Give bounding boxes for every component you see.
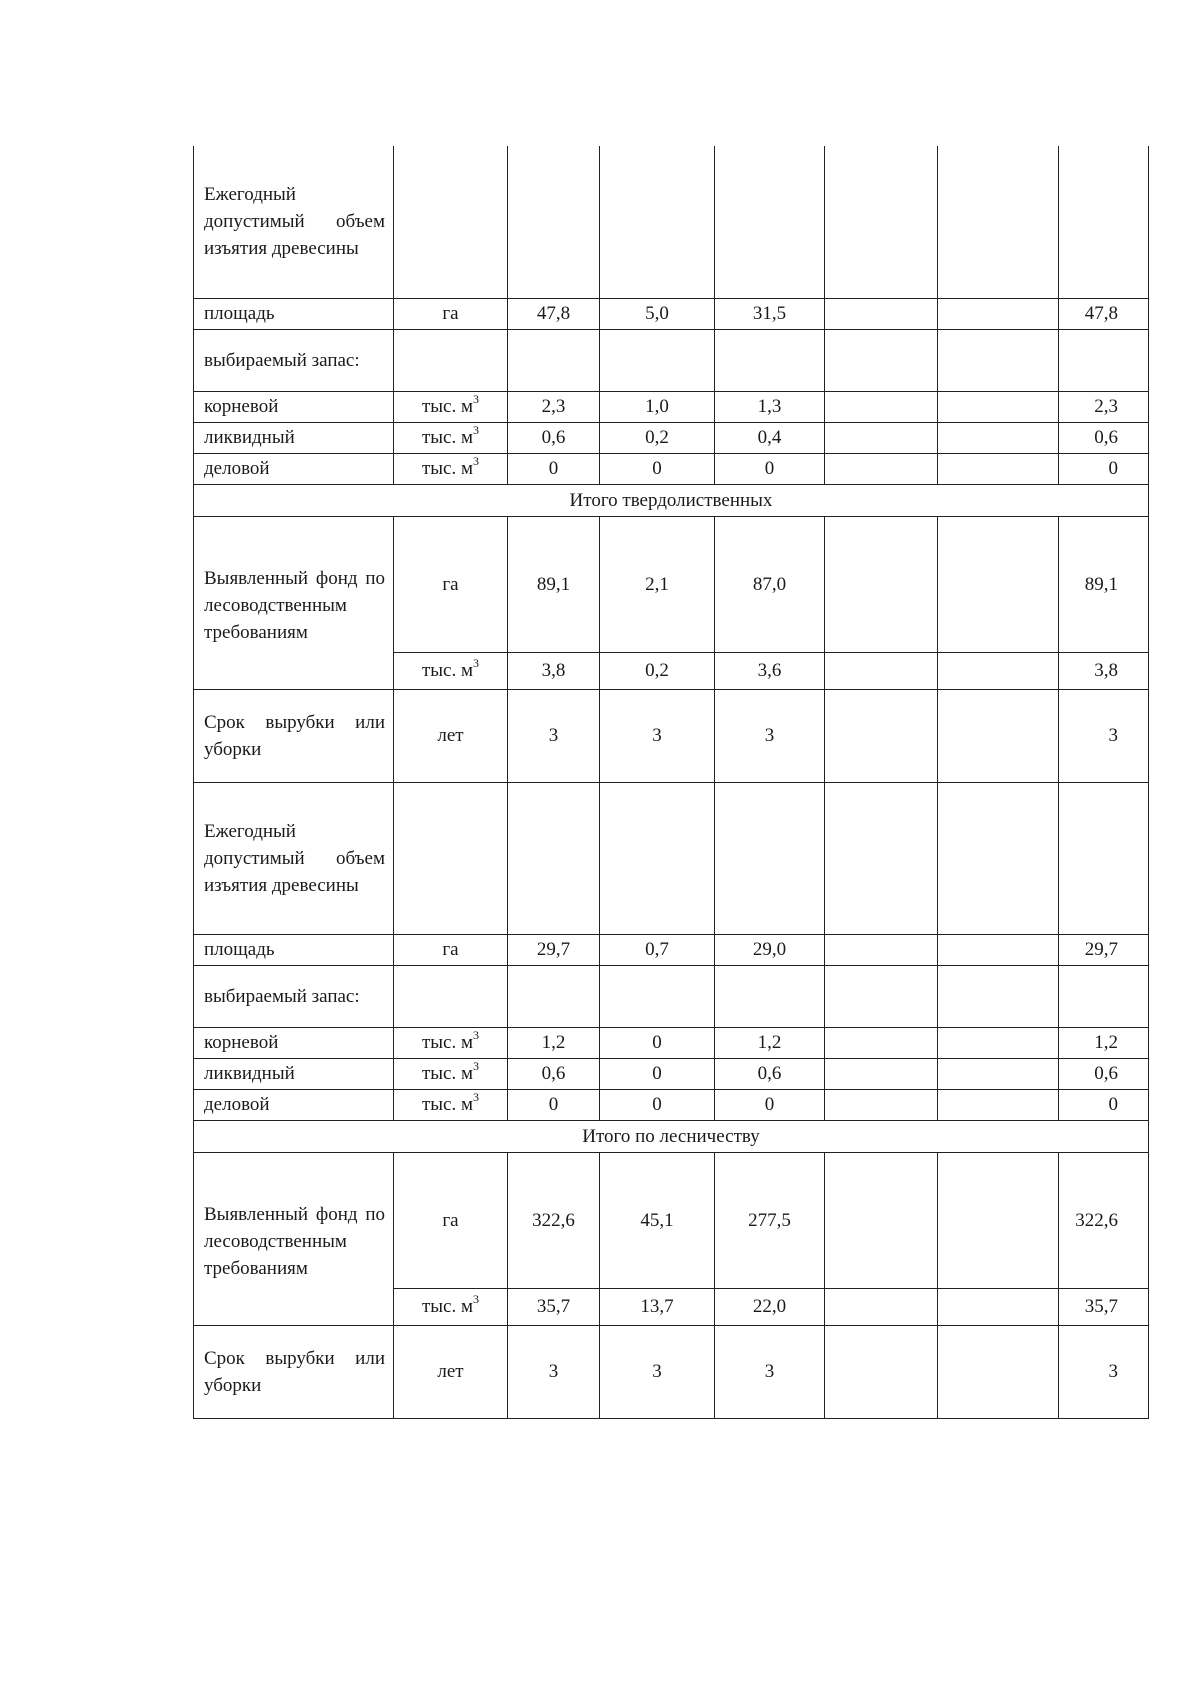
value-cell xyxy=(825,516,938,652)
value-cell xyxy=(825,453,938,484)
value-cell xyxy=(825,1288,938,1325)
unit-text: тыс. м xyxy=(421,660,474,681)
value-cell xyxy=(715,329,825,391)
row-label xyxy=(194,453,394,484)
value-cell: 0 xyxy=(508,1089,600,1120)
row-label-text: площадь xyxy=(204,939,275,960)
value-cell: 87,0 xyxy=(715,516,825,652)
row-label xyxy=(194,1027,394,1058)
value-cell: 89,1 xyxy=(508,516,600,652)
unit-cell xyxy=(394,965,508,1027)
value-cell xyxy=(715,782,825,934)
value-cell: 0,6 xyxy=(1059,1058,1149,1089)
value-cell xyxy=(600,146,715,298)
row-label xyxy=(194,965,394,1027)
value-cell: 3 xyxy=(600,689,715,782)
value-cell xyxy=(508,965,600,1027)
value-cell: 0 xyxy=(600,1089,715,1120)
data-row xyxy=(194,934,1149,965)
value-cell xyxy=(600,329,715,391)
unit-cell xyxy=(394,934,508,965)
unit-text: тыс. м xyxy=(421,458,474,479)
value-cell: 0,6 xyxy=(1059,422,1149,453)
value-cell xyxy=(825,1089,938,1120)
unit-cell xyxy=(394,391,508,422)
unit-superscript: 3 xyxy=(473,1291,480,1306)
value-cell xyxy=(825,146,938,298)
value-cell: 1,2 xyxy=(508,1027,600,1058)
data-row xyxy=(194,782,1149,934)
unit-text: тыс. м xyxy=(421,1032,474,1053)
value-cell: 1,3 xyxy=(715,391,825,422)
value-cell: 277,5 xyxy=(715,1152,825,1288)
unit-text: тыс. м xyxy=(421,1296,474,1317)
unit-cell xyxy=(394,516,508,652)
unit-cell xyxy=(394,689,508,782)
unit-superscript: 3 xyxy=(473,1089,480,1104)
value-cell xyxy=(825,934,938,965)
value-cell xyxy=(1059,329,1149,391)
data-row xyxy=(194,1027,1149,1058)
value-cell xyxy=(938,652,1059,689)
unit-cell xyxy=(394,1089,508,1120)
value-cell xyxy=(825,391,938,422)
value-cell xyxy=(938,1288,1059,1325)
value-cell: 22,0 xyxy=(715,1288,825,1325)
value-cell xyxy=(938,391,1059,422)
value-cell xyxy=(1059,782,1149,934)
row-label xyxy=(194,422,394,453)
value-cell: 0,6 xyxy=(715,1058,825,1089)
value-cell xyxy=(715,146,825,298)
row-label-text: ликвидный xyxy=(204,427,295,448)
value-cell xyxy=(938,329,1059,391)
unit-superscript: 3 xyxy=(473,453,480,468)
found-area-row xyxy=(194,1152,1149,1288)
value-cell: 3 xyxy=(600,1325,715,1418)
value-cell xyxy=(825,329,938,391)
section-title-row xyxy=(194,1120,1149,1152)
row-label xyxy=(194,934,394,965)
unit-text: лет xyxy=(437,1361,464,1382)
row-label xyxy=(194,146,394,298)
value-cell xyxy=(825,1325,938,1418)
value-cell xyxy=(938,965,1059,1027)
row-label xyxy=(194,782,394,934)
value-cell xyxy=(600,782,715,934)
unit-cell xyxy=(394,652,508,689)
row-label-text: корневой xyxy=(204,1032,279,1053)
value-cell: 31,5 xyxy=(715,298,825,329)
value-cell: 0 xyxy=(715,453,825,484)
data-row xyxy=(194,391,1149,422)
value-cell: 3,8 xyxy=(1059,652,1149,689)
value-cell xyxy=(825,652,938,689)
value-cell xyxy=(1059,146,1149,298)
row-label-text: корневой xyxy=(204,396,279,417)
section-title-row xyxy=(194,484,1149,516)
unit-text: тыс. м xyxy=(421,396,474,417)
value-cell: 3 xyxy=(508,1325,600,1418)
unit-cell xyxy=(394,1288,508,1325)
value-cell: 2,3 xyxy=(1059,391,1149,422)
row-label-text: выбираемый запас: xyxy=(204,985,360,1007)
row-label-text: Выявленный фонд по лесоводственным требованиям xyxy=(204,567,385,643)
unit-cell xyxy=(394,453,508,484)
row-label xyxy=(194,1152,394,1325)
unit-superscript: 3 xyxy=(473,422,480,437)
unit-cell xyxy=(394,1058,508,1089)
forest-table xyxy=(193,146,1149,1419)
value-cell: 0 xyxy=(600,453,715,484)
value-cell: 3,6 xyxy=(715,652,825,689)
row-label-text: Ежегодный допустимый объем изъятия древесины xyxy=(204,820,385,896)
unit-cell xyxy=(394,298,508,329)
section-title: Итого твердолиственных xyxy=(194,484,1149,516)
row-label xyxy=(194,689,394,782)
unit-text: га xyxy=(442,303,459,324)
unit-cell xyxy=(394,422,508,453)
value-cell: 47,8 xyxy=(1059,298,1149,329)
data-row xyxy=(194,1089,1149,1120)
row-label xyxy=(194,329,394,391)
unit-cell xyxy=(394,146,508,298)
value-cell: 3 xyxy=(508,689,600,782)
value-cell: 3 xyxy=(715,689,825,782)
unit-cell xyxy=(394,1325,508,1418)
value-cell: 1,2 xyxy=(1059,1027,1149,1058)
row-label-text: деловой xyxy=(204,1094,270,1115)
value-cell xyxy=(825,1152,938,1288)
value-cell: 322,6 xyxy=(508,1152,600,1288)
row-label-text: Ежегодный допустимый объем изъятия древесины xyxy=(204,184,385,260)
row-label xyxy=(194,516,394,689)
value-cell xyxy=(508,329,600,391)
value-cell xyxy=(825,1027,938,1058)
value-cell xyxy=(938,146,1059,298)
value-cell xyxy=(825,689,938,782)
value-cell xyxy=(938,934,1059,965)
value-cell xyxy=(938,1058,1059,1089)
unit-cell xyxy=(394,329,508,391)
term-row xyxy=(194,689,1149,782)
value-cell: 13,7 xyxy=(600,1288,715,1325)
unit-text: лет xyxy=(437,725,464,746)
data-row xyxy=(194,329,1149,391)
row-label-text: выбираемый запас: xyxy=(204,349,360,371)
value-cell: 2,3 xyxy=(508,391,600,422)
row-label-text: деловой xyxy=(204,458,270,479)
row-label xyxy=(194,391,394,422)
value-cell: 35,7 xyxy=(508,1288,600,1325)
value-cell: 47,8 xyxy=(508,298,600,329)
value-cell: 0,2 xyxy=(600,652,715,689)
value-cell xyxy=(938,1325,1059,1418)
data-row xyxy=(194,146,1149,298)
unit-text: га xyxy=(442,573,459,595)
unit-text: га xyxy=(442,939,459,960)
unit-superscript: 3 xyxy=(473,1027,480,1042)
value-cell xyxy=(1059,965,1149,1027)
value-cell: 0 xyxy=(600,1058,715,1089)
value-cell xyxy=(715,965,825,1027)
value-cell xyxy=(938,516,1059,652)
row-label-text: Срок вырубки или уборки xyxy=(204,711,385,760)
data-row xyxy=(194,453,1149,484)
row-label xyxy=(194,1325,394,1418)
value-cell: 0,6 xyxy=(508,1058,600,1089)
value-cell: 0,6 xyxy=(508,422,600,453)
data-row xyxy=(194,298,1149,329)
value-cell: 3 xyxy=(1059,1325,1149,1418)
value-cell xyxy=(825,298,938,329)
row-label-text: площадь xyxy=(204,303,275,324)
unit-text: га xyxy=(442,1209,459,1231)
value-cell xyxy=(600,965,715,1027)
value-cell xyxy=(825,1058,938,1089)
value-cell: 0 xyxy=(600,1027,715,1058)
value-cell xyxy=(938,782,1059,934)
value-cell: 3 xyxy=(1059,689,1149,782)
unit-cell xyxy=(394,782,508,934)
value-cell xyxy=(938,298,1059,329)
value-cell: 3,8 xyxy=(508,652,600,689)
value-cell: 29,7 xyxy=(508,934,600,965)
unit-superscript: 3 xyxy=(473,391,480,406)
unit-text: тыс. м xyxy=(421,1063,474,1084)
value-cell: 29,7 xyxy=(1059,934,1149,965)
value-cell xyxy=(825,965,938,1027)
value-cell xyxy=(938,422,1059,453)
value-cell: 2,1 xyxy=(600,516,715,652)
unit-cell xyxy=(394,1027,508,1058)
value-cell xyxy=(825,782,938,934)
unit-superscript: 3 xyxy=(473,655,480,670)
row-label xyxy=(194,1058,394,1089)
value-cell: 29,0 xyxy=(715,934,825,965)
value-cell: 0,7 xyxy=(600,934,715,965)
value-cell xyxy=(938,453,1059,484)
value-cell: 0 xyxy=(1059,453,1149,484)
value-cell xyxy=(508,146,600,298)
row-label-text: Срок вырубки или уборки xyxy=(204,1347,385,1396)
section-title: Итого по лесничеству xyxy=(194,1120,1149,1152)
row-label-text: Выявленный фонд по лесоводственным требованиям xyxy=(204,1203,385,1279)
value-cell xyxy=(938,1089,1059,1120)
value-cell xyxy=(508,782,600,934)
value-cell: 45,1 xyxy=(600,1152,715,1288)
value-cell: 0 xyxy=(1059,1089,1149,1120)
forest-table-body xyxy=(194,146,1149,1418)
value-cell: 1,0 xyxy=(600,391,715,422)
value-cell: 0,4 xyxy=(715,422,825,453)
found-area-row xyxy=(194,516,1149,652)
value-cell: 3 xyxy=(715,1325,825,1418)
row-label xyxy=(194,298,394,329)
row-label xyxy=(194,1089,394,1120)
value-cell: 0 xyxy=(508,453,600,484)
value-cell xyxy=(938,1027,1059,1058)
value-cell: 5,0 xyxy=(600,298,715,329)
value-cell: 89,1 xyxy=(1059,516,1149,652)
unit-superscript: 3 xyxy=(473,1058,480,1073)
term-row xyxy=(194,1325,1149,1418)
data-row xyxy=(194,1058,1149,1089)
value-cell xyxy=(938,1152,1059,1288)
value-cell: 0 xyxy=(715,1089,825,1120)
value-cell xyxy=(938,689,1059,782)
value-cell: 35,7 xyxy=(1059,1288,1149,1325)
data-row xyxy=(194,965,1149,1027)
value-cell: 322,6 xyxy=(1059,1152,1149,1288)
unit-text: тыс. м xyxy=(421,427,474,448)
value-cell xyxy=(825,422,938,453)
value-cell: 0,2 xyxy=(600,422,715,453)
value-cell: 1,2 xyxy=(715,1027,825,1058)
data-row xyxy=(194,422,1149,453)
unit-cell xyxy=(394,1152,508,1288)
unit-text: тыс. м xyxy=(421,1094,474,1115)
row-label-text: ликвидный xyxy=(204,1063,295,1084)
